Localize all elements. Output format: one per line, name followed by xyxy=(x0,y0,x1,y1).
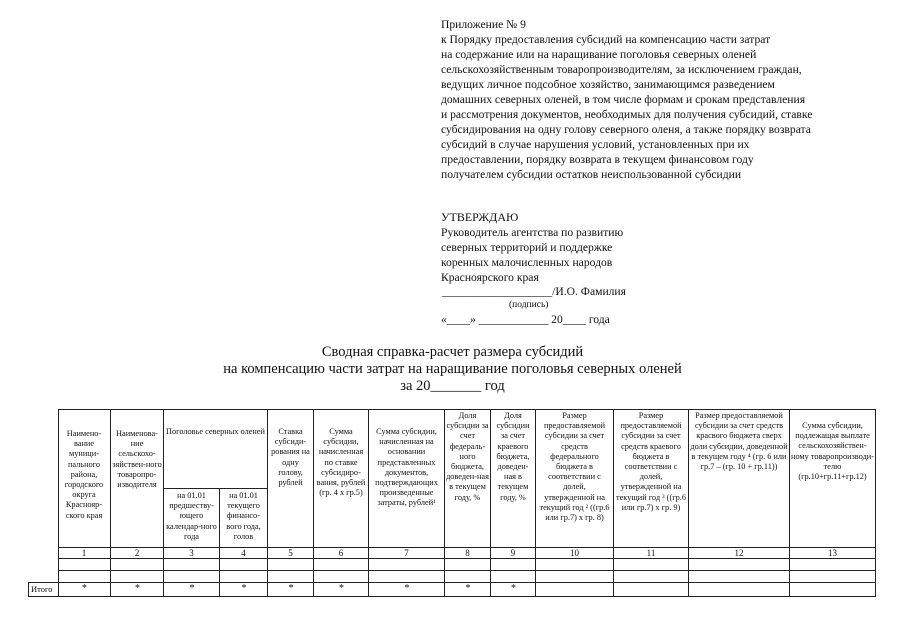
total-cell: * xyxy=(241,582,247,594)
column-number: 4 xyxy=(220,548,268,559)
appendix-line: предоставлении, порядку возврата в текущем финансовом году xyxy=(441,153,754,166)
approval-line: Руководитель агентства по развитию xyxy=(441,226,624,239)
approval-heading: УТВЕРЖДАЮ xyxy=(441,210,519,224)
column-number: 7 xyxy=(369,548,445,559)
appendix-line: и рассмотрения документов, необходимых для получения субсидий, ставке xyxy=(441,108,813,121)
header-regional-subsidy: Размер предоставляемой субсидии за счет средств краевого бюджета в соответствии с долей, утвержденной на текущий год ³ ((гр.6 или гр.7) х гр. 9) xyxy=(614,409,689,548)
appendix-line: получателем субсидии остатков неиспользованной субсидии xyxy=(441,168,742,181)
column-number: 13 xyxy=(790,548,876,559)
total-row-label: Итого xyxy=(31,584,53,594)
signature-line: ___________________/И.О. Фамилия xyxy=(442,285,626,298)
approval-line: Красноярского края xyxy=(441,271,539,284)
signature-caption: (подпись) xyxy=(509,300,549,310)
document-subtitle: на компенсацию части затрат на наращивание поголовья северных оленей xyxy=(223,361,682,377)
column-number: 3 xyxy=(164,548,220,559)
header-total-payment: Сумма субсидии, подлежащая выплате сельскохозяйствен-ному товаропроизводи-телю (гр.10+гр.11+гр.12) xyxy=(790,409,876,548)
appendix-line: субсидий в случае нарушения условий, установленных при их xyxy=(441,138,750,151)
appendix-line: сельскохозяйственным товаропроизводителям, за исключением граждан, xyxy=(441,63,802,76)
document-title: Сводная справка-расчет размера субсидий xyxy=(321,344,584,360)
total-cell: * xyxy=(82,582,87,594)
column-number: 1 xyxy=(58,548,111,559)
column-number: 6 xyxy=(314,548,369,559)
appendix-line: Приложение № 9 xyxy=(441,18,526,31)
table-row xyxy=(58,570,876,571)
header-regional-over-share: Размер предоставляемой субсидии за счет средств красвого бюджета сверх доли субсидии, доведенной в текущем году ⁴ (гр. 6 или гр.7 – (гр. 10 + гр.11)) xyxy=(689,409,790,548)
total-cell: * xyxy=(135,582,140,594)
column-number: 8 xyxy=(445,548,491,559)
total-cell: * xyxy=(511,582,516,594)
header-producer: Наименова-ние сельскохо-зяйствен-ного товаропро-изводителя xyxy=(111,409,164,548)
header-sum-by-rate: Сумма субсидии, начисленная по ставке субсидиро-вания, рублей (гр. 4 х гр.5) xyxy=(314,409,369,548)
total-cell: * xyxy=(288,582,294,594)
approval-line: северных территорий и поддержке xyxy=(441,241,613,254)
total-cell: * xyxy=(404,582,410,594)
header-regional-share: Доля субсидии за счет краевого бюджета, доведен-ная в текущем году, % xyxy=(491,409,536,548)
document-period: за 20_______ год xyxy=(400,378,505,394)
appendix-line: субсидирования на одну голову северного оленя, а также порядку возврата xyxy=(441,123,811,136)
column-number: 10 xyxy=(536,548,614,559)
header-federal-share: Доля субсидии за счет федераль-ного бюджета, доведен-ная в текущем году, % xyxy=(445,409,491,548)
appendix-line: домашних северных оленей, в том числе формам и срокам представления xyxy=(441,93,806,106)
column-number: 2 xyxy=(111,548,164,559)
header-herd-prev-year: на 01.01 предшеству-ющего календар-ного года xyxy=(164,489,220,548)
header-rate: Ставка субсиди-рования на одну голову, рублей xyxy=(268,409,314,548)
approval-line: коренных малочисленных народов xyxy=(441,256,613,269)
column-number: 9 xyxy=(491,548,536,559)
header-sum-by-documents: Сумма субсидии, начисленная на основании представленных документов, подтверждающих произведенные затраты, рублей¹ xyxy=(369,409,445,548)
header-federal-subsidy: Размер предоставляемой субсидии за счет средств федерального бюджета в соответствии с долей, утвержденной на текущий год ² ((гр.6 или гр.7) х гр. 8) xyxy=(536,409,614,548)
header-herd-current-year: на 01.01 текущего финансо-вого года, голов xyxy=(220,489,268,548)
column-number: 12 xyxy=(689,548,790,559)
date-line: «____» ____________ 20____ года xyxy=(441,313,610,326)
total-cell: * xyxy=(189,582,195,594)
header-municipality: Наимено-вание муници-пального района, городского округа Краснояр-ского края xyxy=(58,409,111,548)
appendix-line: ведущих личное подсобное хозяйство, занимающимся разведением xyxy=(441,78,775,91)
appendix-line: к Порядку предоставления субсидий на компенсацию части затрат xyxy=(441,33,771,46)
total-cell: * xyxy=(465,582,471,594)
column-number: 5 xyxy=(268,548,314,559)
header-herd-size: Поголовье северных оленей xyxy=(164,409,268,489)
total-cell: * xyxy=(339,582,344,594)
column-number: 11 xyxy=(614,548,689,559)
appendix-line: на содержание или на наращивание поголовья северных оленей xyxy=(441,48,757,61)
